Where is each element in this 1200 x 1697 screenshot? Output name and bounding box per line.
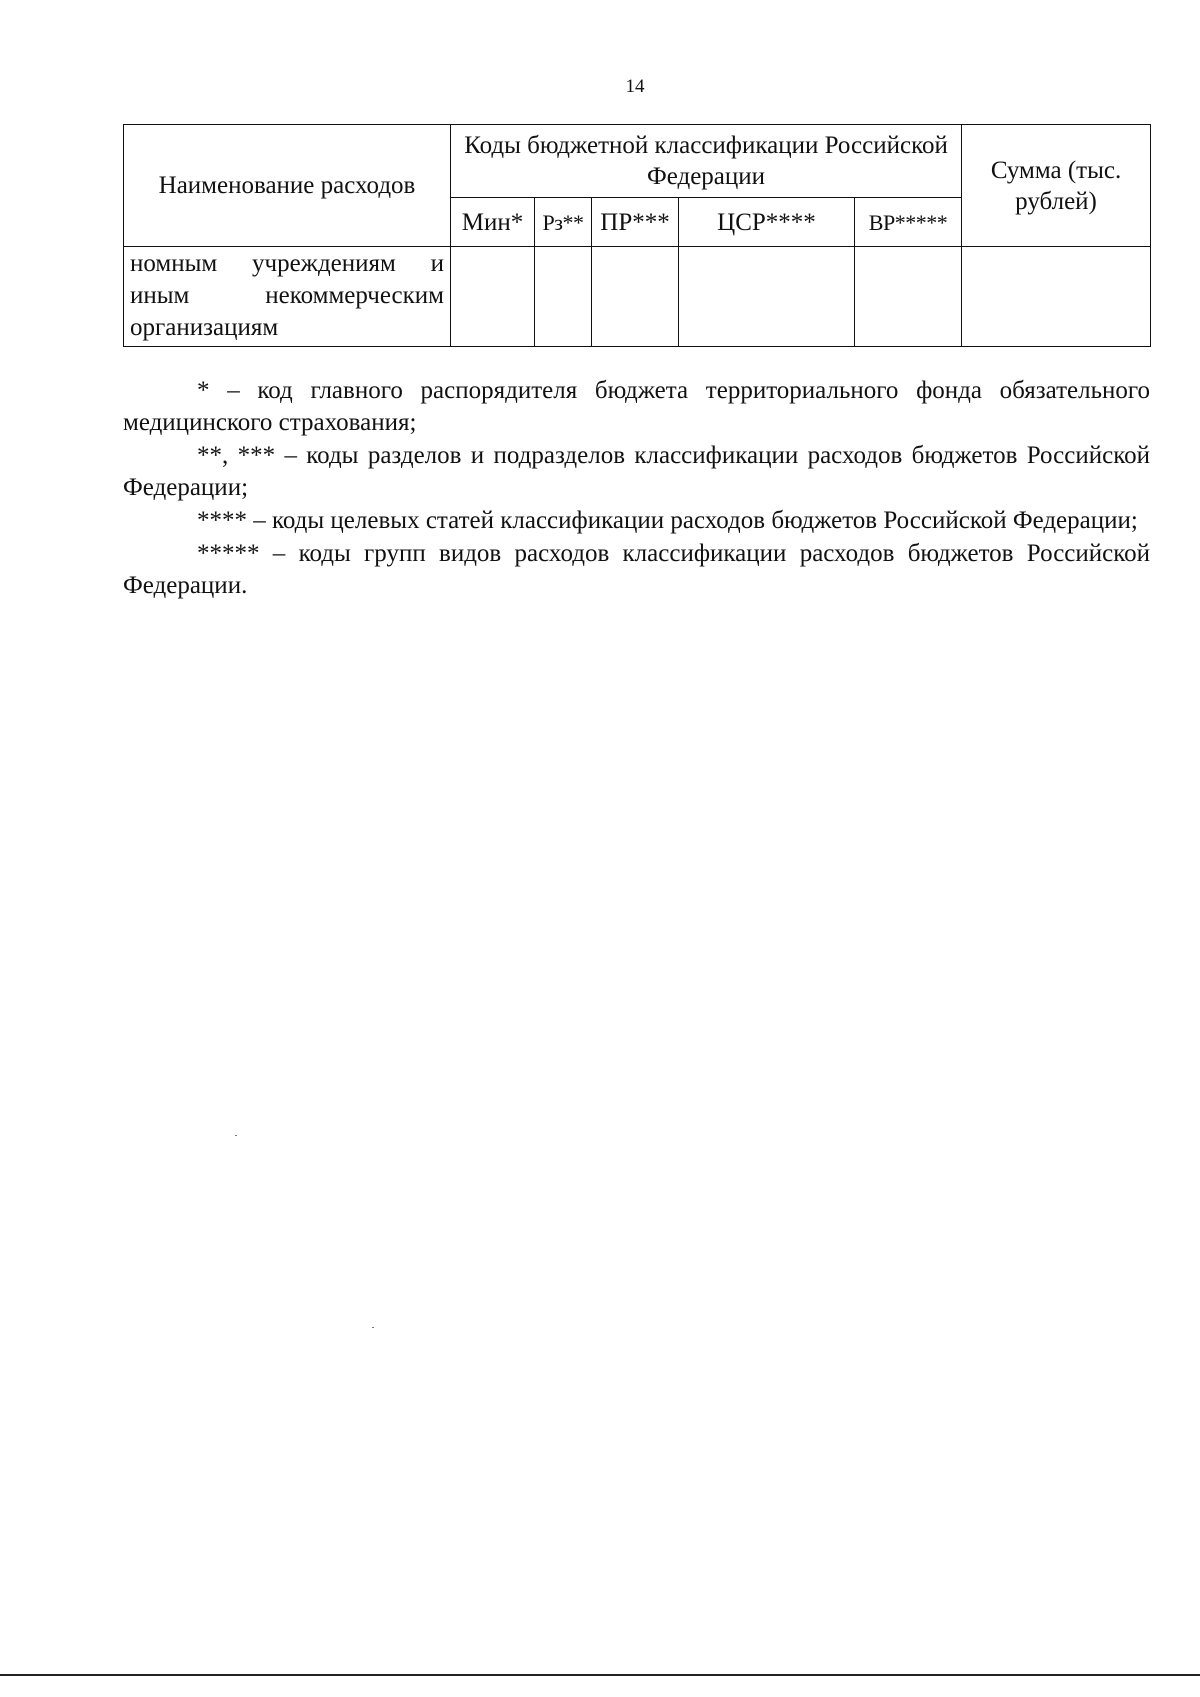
footnote-csr: **** – коды целевых статей классификации расходов бюджетов Российской Федерации; <box>197 507 1138 534</box>
row-rz <box>535 247 592 347</box>
row-name: номным учреждениям и иным некоммерческим организациям <box>124 247 451 347</box>
scan-speck <box>372 1327 374 1328</box>
row-min <box>451 247 535 347</box>
header-pr: ПР*** <box>592 198 679 247</box>
row-csr <box>679 247 855 347</box>
row-sum <box>962 247 1151 347</box>
row-pr <box>592 247 679 347</box>
table-header-row <box>124 125 1151 198</box>
header-rz: Рз** <box>535 198 592 247</box>
header-csr: ЦСР**** <box>679 198 855 247</box>
header-name: Наименование расходов <box>124 125 451 247</box>
header-sum: Сумма (тыс. рублей) <box>962 125 1151 247</box>
footnote-vr: ***** – коды групп видов расходов классификации расходов бюджетов Российской Федерации. <box>123 540 1150 599</box>
footnote-min: * – код главного распорядителя бюджета территориального фонда обязательного медицинского страхования; <box>123 377 1150 436</box>
row-vr <box>855 247 962 347</box>
header-min: Мин* <box>451 198 535 247</box>
page-number: 14 <box>625 76 645 97</box>
table-row <box>124 247 1151 347</box>
footnote-rz-pr: **, *** – коды разделов и подразделов классификации расходов бюджетов Российской Федерации; <box>123 442 1150 501</box>
scan-bottom-edge <box>0 1674 1200 1676</box>
header-vr: ВР***** <box>855 198 962 247</box>
scan-speck <box>235 1135 237 1136</box>
footnotes <box>123 375 1150 602</box>
header-codes-group: Коды бюджетной классификации Российской Федерации <box>451 125 962 198</box>
budget-table <box>123 124 1151 347</box>
